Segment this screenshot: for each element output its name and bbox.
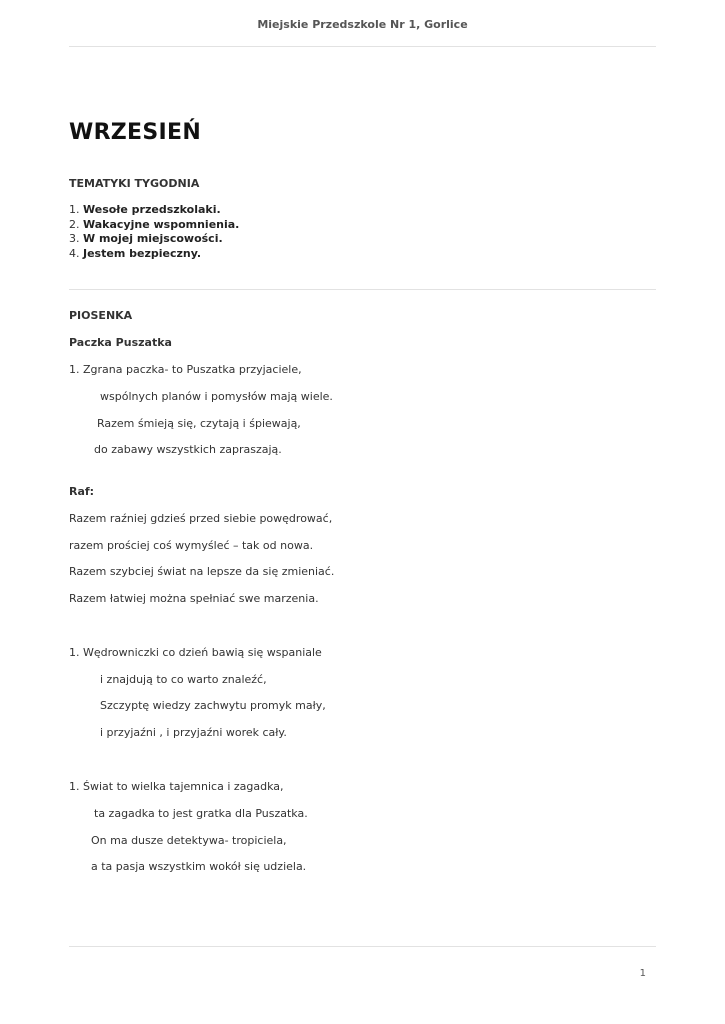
song-title: Paczka Puszatka — [69, 336, 172, 349]
themes-heading: TEMATYKI TYGODNIA — [69, 177, 200, 190]
refrain-line: Razem łatwiej można spełniać swe marzenia. — [69, 592, 319, 605]
section-divider — [69, 289, 656, 290]
page-title: WRZESIEŃ — [69, 120, 202, 145]
refrain-label: Raf: — [69, 485, 95, 498]
verse-line: a ta pasja wszystkim wokół się udziela. — [91, 860, 307, 873]
list-item: 4. Jestem bezpieczny. — [69, 247, 202, 261]
verse-line: do zabawy wszystkich zapraszają. — [94, 443, 282, 456]
verse-line: Razem śmieją się, czytają i śpiewają, — [97, 417, 301, 430]
page-header: Miejskie Przedszkole Nr 1, Gorlice — [257, 18, 468, 31]
refrain-line: Razem raźniej gdzieś przed siebie powędrować, — [69, 512, 333, 525]
song-heading: PIOSENKA — [69, 309, 133, 322]
refrain-line: razem prościej coś wymyśleć – tak od nowa. — [69, 539, 314, 552]
header-divider — [69, 46, 656, 47]
verse-line: i przyjaźni , i przyjaźni worek cały. — [100, 726, 287, 739]
themes-list — [69, 203, 239, 262]
verse-line: 1. Świat to wielka tajemnica i zagadka, — [69, 780, 284, 793]
list-item: 3. W mojej miejscowości. — [69, 232, 223, 246]
page-number: 1 — [639, 968, 646, 979]
verse-line: 1. Zgrana paczka- to Puszatka przyjaciele, — [69, 363, 302, 376]
verse-line: wspólnych planów i pomysłów mają wiele. — [100, 390, 333, 403]
verse-line: i znajdują to co warto znaleźć, — [100, 673, 267, 686]
footer-divider — [69, 946, 656, 947]
verse-line: ta zagadka to jest gratka dla Puszatka. — [94, 807, 308, 820]
list-item: 1. Wesołe przedszkolaki. — [69, 203, 221, 216]
verse-line: On ma dusze detektywa- tropiciela, — [91, 834, 287, 847]
refrain-line: Razem szybciej świat na lepsze da się zmieniać. — [69, 565, 335, 578]
list-item: 2. Wakacyjne wspomnienia. — [69, 217, 240, 231]
verse-line: Szczyptę wiedzy zachwytu promyk mały, — [100, 699, 326, 712]
verse-line: 1. Wędrowniczki co dzień bawią się wspaniale — [69, 646, 322, 659]
